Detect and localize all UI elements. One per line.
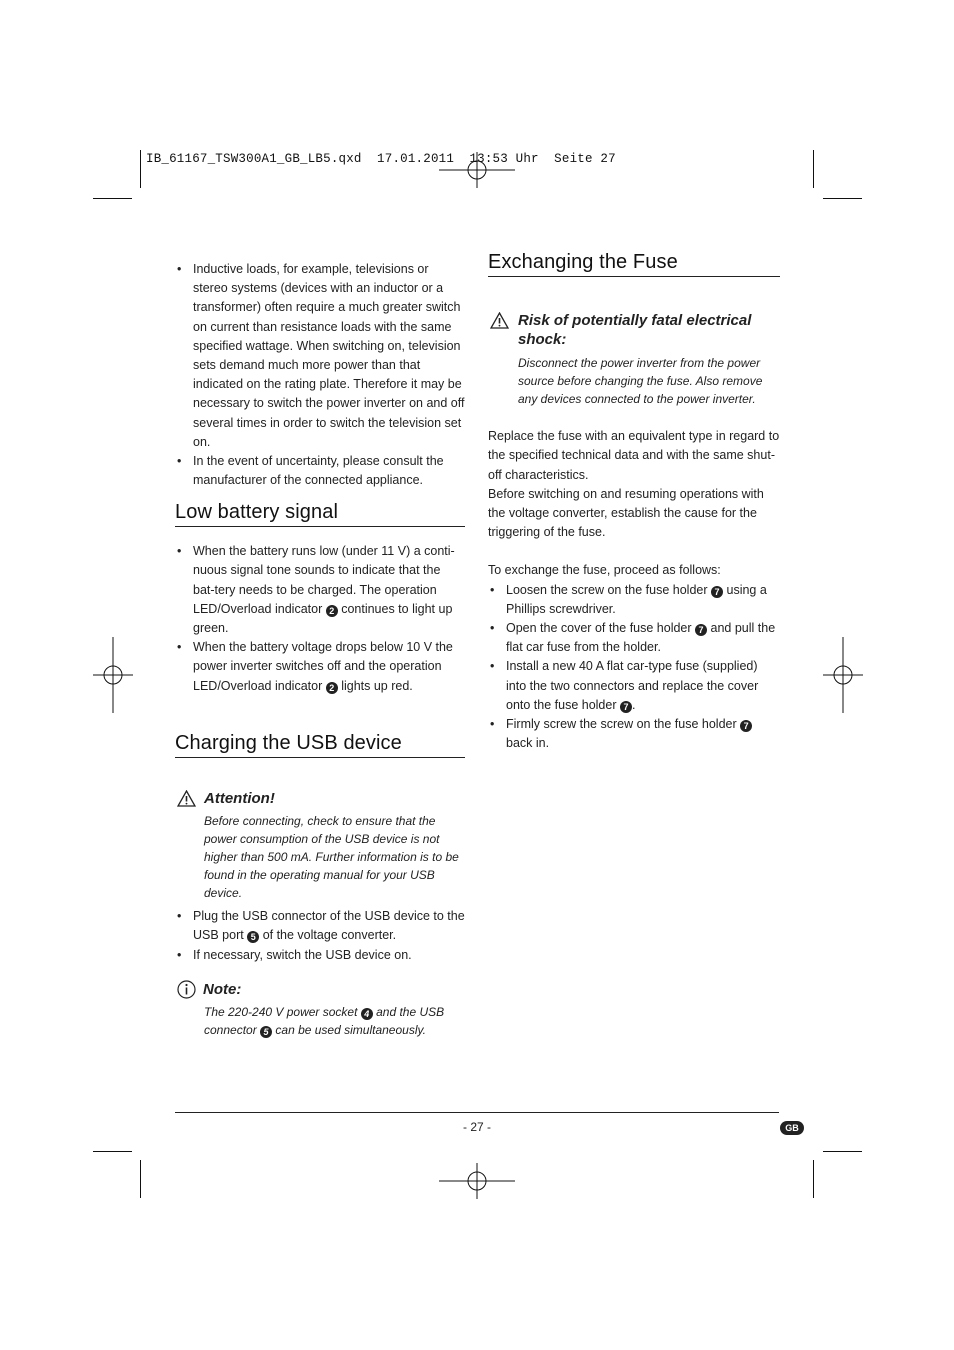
list-item: • In the event of uncertainty, please consult the manufacturer of the connected appliance. xyxy=(175,452,465,490)
text: Loosen the screw on the fuse holder xyxy=(506,582,708,597)
number-badge: 5 xyxy=(260,1026,272,1038)
text: When the battery voltage drops below 10 V the power inverter switches off and the operation LED/Overload indicator xyxy=(193,640,453,693)
text: can be used simultaneously. xyxy=(275,1022,426,1037)
text: The 220-240 V power socket xyxy=(204,1004,358,1019)
text: . xyxy=(631,697,636,712)
text: When the battery runs low (under 11 V) a conti-nuous signal tone sounds to indicate that the bat-tery needs to be charged. The operation LED/Overload indicator xyxy=(193,544,455,616)
section-heading: Exchanging the Fuse xyxy=(488,253,780,277)
paragraph: Replace the fuse with an equivalent type in regard to the specified technical data and with the same shut-off characteristics. xyxy=(488,429,780,482)
list-item xyxy=(488,657,780,715)
left-column xyxy=(175,260,465,490)
warning-text: Disconnect the power inverter from the power source before changing the fuse. Also remove any devices connected to the power inverter. xyxy=(518,356,763,407)
text: Open the cover of the fuse holder xyxy=(506,621,692,636)
section-heading: Low battery signal xyxy=(175,503,465,527)
number-badge: 7 xyxy=(620,701,632,713)
language-badge: GB xyxy=(780,1121,804,1135)
list-item xyxy=(175,638,465,696)
info-icon xyxy=(177,980,196,999)
number-badge: 4 xyxy=(361,1008,373,1020)
text: Install a new 40 A flat car-type fuse (supplied) into the two connectors and replace the cover onto the fuse holder xyxy=(506,659,759,712)
intro-bullet-list xyxy=(175,260,465,490)
list-item xyxy=(175,907,465,945)
text: lights up red. xyxy=(341,678,413,693)
print-slug: IB_61167_TSW300A1_GB_LB5.qxd 17.01.2011 13:53 Uhr Seite 27 xyxy=(146,152,616,166)
text: Plug the USB connector of the USB device to the USB port xyxy=(193,909,465,943)
number-badge: 2 xyxy=(326,682,338,694)
registration-mark-bottom xyxy=(437,1161,517,1201)
warning-block xyxy=(488,311,780,408)
list-item xyxy=(488,581,780,619)
paragraph: Before switching on and resuming operations with the voltage converter, establish the cause for the triggering of the fuse. xyxy=(488,486,764,540)
note-text xyxy=(175,1003,462,1039)
registration-mark-right xyxy=(822,636,864,714)
paragraph: To exchange the fuse, proceed as follows: xyxy=(488,563,721,578)
list-item: • If necessary, switch the USB device on. xyxy=(175,946,465,965)
usb-list xyxy=(175,907,465,965)
text: back in. xyxy=(506,736,550,751)
low-battery-section xyxy=(175,503,465,696)
attention-text: Before connecting, check to ensure that the power consumption of the USB device is not higher than 500 mA. Further information is to be found in the operating manual for your USB device. xyxy=(204,814,459,901)
number-badge: 7 xyxy=(695,624,707,636)
text: and pull the flat car fuse from the holder. xyxy=(506,621,776,655)
page-number: - 27 - xyxy=(462,1120,491,1134)
usb-section xyxy=(175,734,465,1039)
number-badge: 7 xyxy=(740,720,752,732)
list-item xyxy=(175,542,465,638)
warning-triangle-icon xyxy=(177,790,196,807)
text: of the voltage converter. xyxy=(262,928,397,943)
attention-title: Attention! xyxy=(204,790,275,808)
list-item xyxy=(488,715,780,753)
list-item: • Inductive loads, for example, televisions or stereo systems (devices with an inductor or a transformer) often require a much greater switch on current than resistance loads with the same specified wattage. When switching on, television sets demand much more power than that indicated on the rating plate. Therefore it may be necessary to switch the power inverter on and off several times in order to switch the television set on. xyxy=(175,260,465,452)
attention-block xyxy=(175,789,465,902)
warning-triangle-icon xyxy=(490,312,509,329)
section-heading: Charging the USB device xyxy=(175,734,465,758)
footer-rule xyxy=(175,1112,779,1113)
list-item xyxy=(488,619,780,657)
note-title: Note: xyxy=(203,980,242,998)
fuse-steps-list xyxy=(488,581,780,754)
text: and the USB connector xyxy=(204,1004,445,1037)
text: continues to light up green. xyxy=(193,601,453,636)
number-badge: 2 xyxy=(326,605,338,617)
fuse-section xyxy=(488,253,780,753)
number-badge: 7 xyxy=(711,586,723,598)
text: Firmly screw the screw on the fuse holder xyxy=(506,717,737,732)
low-battery-list xyxy=(175,542,465,696)
registration-mark-left xyxy=(92,636,134,714)
warning-title: Risk of potentially fatal electrical shock: xyxy=(518,312,752,349)
text: using a Phillips screwdriver. xyxy=(506,582,767,616)
note-block xyxy=(175,980,465,1039)
number-badge: 5 xyxy=(247,931,259,943)
